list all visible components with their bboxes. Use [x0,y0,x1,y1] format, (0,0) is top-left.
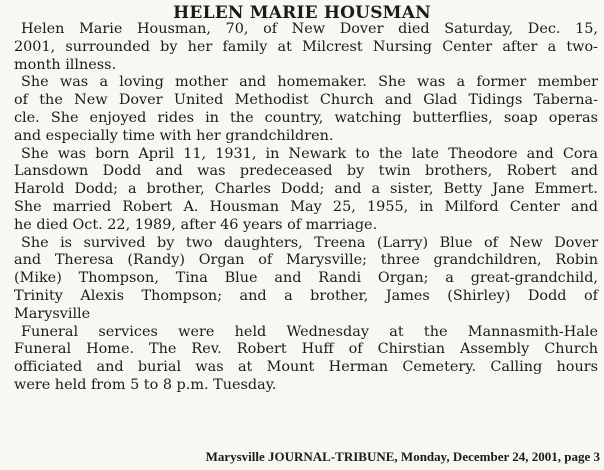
text-line: Funeral Home. The Rev. Robert Huff of Chirstian Assembly Church [14,341,598,358]
obituary-paragraph [14,235,598,324]
obituary-headline: HELEN MARIE HOUSMAN [173,3,431,23]
text-line: officiated and burial was at Mount Herman Cemetery. Calling hours [14,359,598,376]
obituary-paragraph [14,324,598,395]
text-line: and especially time with her grandchildren. [14,127,334,144]
obituary-paragraph [14,21,598,74]
text-line: Marysville [14,305,91,322]
text-line: and Theresa (Randy) Organ of Marysville; three grandchildren, Robin [14,252,598,269]
text-line: cle. She enjoyed rides in the country, watching butterflies, soap operas [14,109,598,126]
source-credit: Marysville JOURNAL-TRIBUNE, Monday, December 24, 2001, page 3 [205,449,600,464]
text-line: She is survived by two daughters, Treena (Larry) Blue of New Dover [21,234,598,251]
text-line: Lansdown Dodd and was predeceased by twin brothers, Robert and [14,163,598,180]
obituary-body [14,21,598,395]
text-line: Helen Marie Housman, 70, of New Dover died Saturday, Dec. 15, [21,21,598,37]
text-line: month illness. [14,56,117,73]
text-line: Harold Dodd; a brother, Charles Dodd; and a sister, Betty Jane Emmert. [14,181,598,198]
text-line: he died Oct. 22, 1989, after 46 years of marriage. [14,216,378,233]
text-line: She was a loving mother and homemaker. She was a former member [21,74,598,91]
obituary-paragraph [14,146,598,235]
text-line: She was born April 11, 1931, in Newark to the late Theodore and Cora [21,145,598,162]
text-line: (Mike) Thompson, Tina Blue and Randi Organ; a great-grandchild, [14,270,598,287]
obituary-paragraph [14,74,598,145]
text-line: 2001, surrounded by her family at Milcrest Nursing Center after a two- [14,38,598,55]
text-line: were held from 5 to 8 p.m. Tuesday. [14,376,277,393]
text-line: Funeral services were held Wednesday at the Mannasmith-Hale [21,323,598,340]
text-line: Trinity Alexis Thompson; and a brother, James (Shirley) Dodd of [14,287,598,304]
text-line: She married Robert A. Housman May 25, 1955, in Milford Center and [14,198,598,215]
text-line: of the New Dover United Methodist Church and Glad Tidings Taberna- [14,92,598,109]
